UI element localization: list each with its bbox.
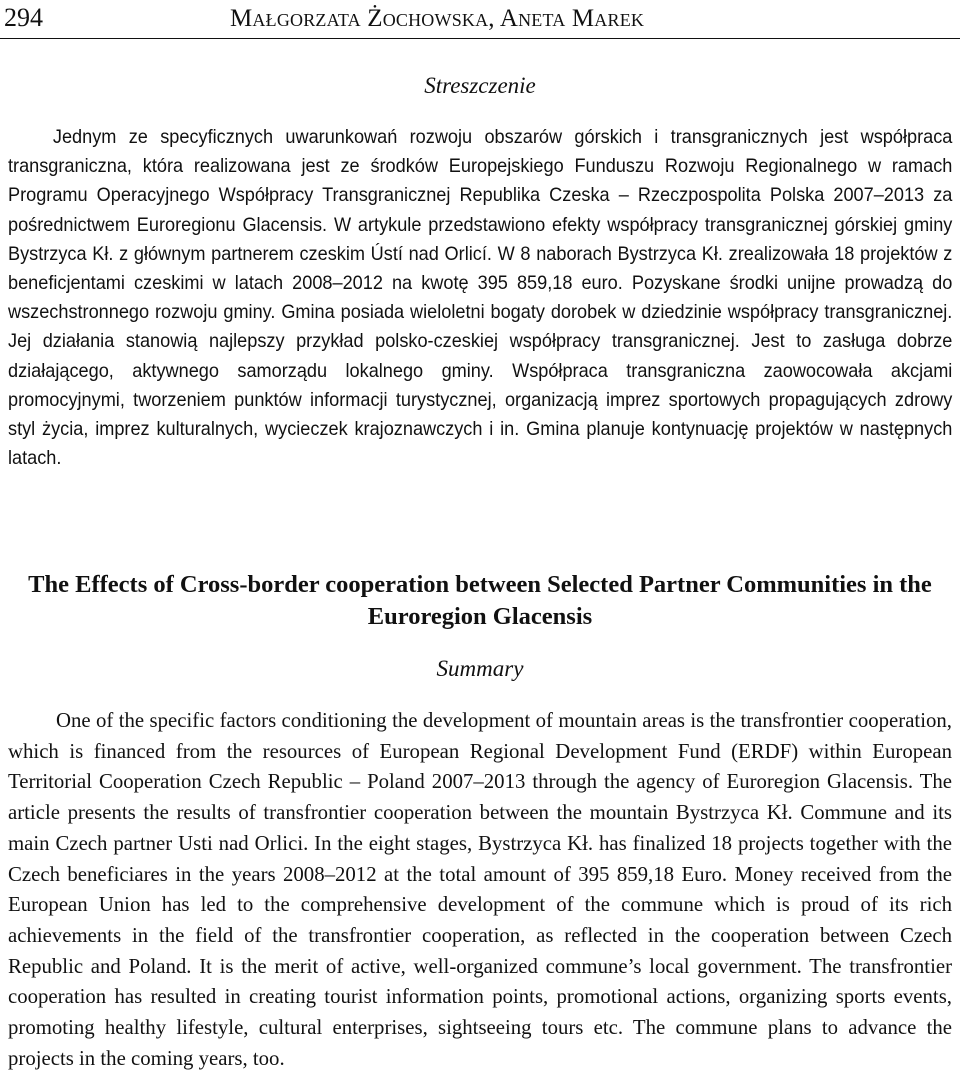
article-title-english: The Effects of Cross-border cooperation between Selected Partner Communities in the Euroregion Glacensis: [28, 571, 932, 630]
summary-body-english: One of the specific factors conditioning the development of mountain areas is the transfrontier cooperation, which is financed from the resources of European Regional Development Fund (ERDF) within European Territorial Cooperation Czech Republic – Poland 2007–2013 through the agency of Euroregion Glacensis. The article presents the results of transfrontier cooperation between the mountain Bystrzyca Kł. Commune and its main Czech partner Usti nad Orlici. In the eight stages, Bystrzyca Kł. has finalized 18 projects together with the Czech beneficiares in the years 2008–2012 at the total amount of 395 859,18 Euro. Money received from the European Union has led to the comprehensive development of the commune which is proud of its rich achievements in the field of the transfrontier cooperation, as reflected in the cooperation between Czech Republic and Poland. It is the merit of active, well-organized commune’s local government. The transfrontier cooperation has resulted in creating tourist information points, promotional actions, organizing sports events, promoting healthy lifestyle, cultural enterprises, sightseeing tours etc. The commune plans to advance the projects in the coming years, too.: [8, 709, 952, 1070]
abstract-heading-polish: Streszczenie: [424, 73, 536, 98]
page-header: [0, 0, 960, 39]
abstract-body-polish: Jednym ze specyficznych uwarunkowań rozwoju obszarów górskich i transgranicznych jest współpraca transgraniczna, która realizowana jest ze środków Europejskiego Funduszu Rozwoju Regionalnego w ramach Programu Operacyjnego Współpracy Transgranicznej Republika Czeska – Rzeczpospolita Polska 2007–2013 za pośrednictwem Euroregionu Glacensis. W artykule przedstawiono efekty współpracy transgranicznej górskiej gminy Bystrzyca Kł. z głównym partnerem czeskim Ústí nad Orlicí. W 8 naborach Bystrzyca Kł. zrealizowała 18 projektów z beneficjentami czeskimi w latach 2008–2012 na kwotę 395 859,18 euro. Pozyskane środki unijne prowadzą do wszechstronnego rozwoju gminy. Gmina posiada wieloletni bogaty dorobek w dziedzinie współpracy transgranicznej. Jej działania stanowią najlepszy przykład polsko-czeskiej współpracy transgranicznej. Jest to zasługa dobrze działającego, aktywnego samorządu lokalnego gminy. Współpraca transgraniczna zaowocowała akcjami promocyjnymi, tworzeniem punktów informacji turystycznej, organizacją imprez sportowych propagujących zdrowy styl życia, imprez kulturalnych, wycieczek krajoznawczych i in. Gmina planuje kontynuację projektów w następnych latach.: [8, 126, 953, 470]
page-number: 294: [4, 3, 43, 32]
running-head-authors: Małgorzata Żochowska, Aneta Marek: [230, 5, 645, 32]
summary-heading-english: Summary: [436, 656, 524, 681]
